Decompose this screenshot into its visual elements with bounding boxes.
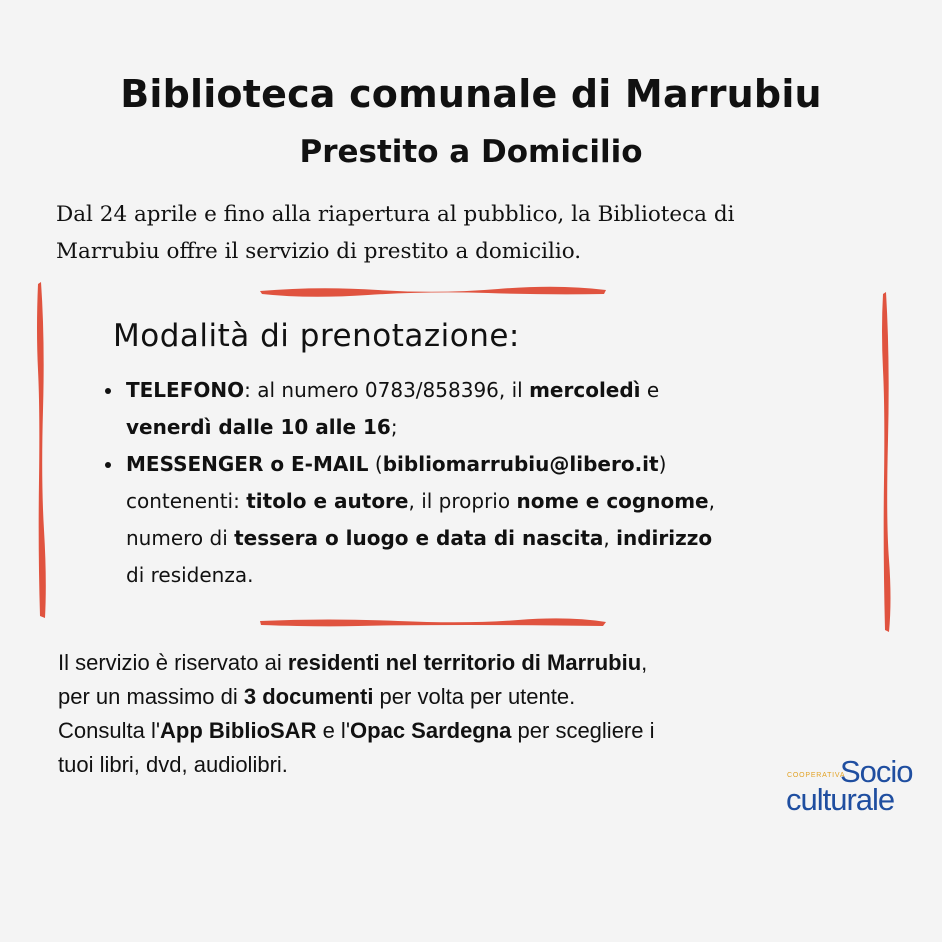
intro-paragraph bbox=[56, 196, 896, 270]
footer-line-4: tuoi libri, dvd, audiolibri. bbox=[58, 752, 288, 777]
page-subtitle: Prestito a Domicilio bbox=[299, 134, 643, 170]
page-title: Biblioteca comunale di Marrubiu bbox=[120, 72, 822, 116]
bottom-brush-stroke bbox=[258, 615, 608, 629]
email-address: bibliomarrubiu@libero.it bbox=[382, 452, 659, 476]
logo-socio-text: Socio bbox=[840, 754, 913, 789]
booking-heading: Modalità di prenotazione: bbox=[113, 318, 520, 354]
footer-paragraph bbox=[58, 646, 838, 782]
list-item-phone: • TELEFONO: al numero 0783/858396, il mercoledì e venerdì dalle 10 alle 16; bbox=[124, 372, 880, 446]
logo-culturale-text: culturale bbox=[786, 782, 895, 817]
cooperativa-socioculturale-logo bbox=[784, 756, 930, 820]
right-brush-stroke bbox=[880, 290, 894, 634]
left-brush-stroke bbox=[36, 280, 50, 620]
booking-methods-list bbox=[100, 372, 880, 594]
list-item-messenger: • MESSENGER o E-MAIL (bibliomarrubiu@libero.it) contenenti: titolo e autore, il proprio nome e cognome, numero di tessera o luogo e data di nascita, indirizzo di residenza. bbox=[124, 446, 880, 594]
footer-line-2: per un massimo di 3 documenti per volta per utente. bbox=[58, 684, 576, 709]
footer-line-1: Il servizio è riservato ai residenti nel territorio di Marrubiu, bbox=[58, 650, 648, 675]
footer-line-3: Consulta l'App BiblioSAR e l'Opac Sardegna per scegliere i bbox=[58, 718, 655, 743]
phone-label: TELEFONO bbox=[126, 378, 245, 402]
logo-cooperativa-text: COOPERATIVA bbox=[787, 772, 846, 779]
messenger-label: MESSENGER o E-MAIL bbox=[126, 452, 369, 476]
intro-line-1: Dal 24 aprile e fino alla riapertura al pubblico, la Biblioteca di bbox=[56, 202, 735, 227]
intro-line-2: Marrubiu offre il servizio di prestito a domicilio. bbox=[56, 239, 582, 264]
top-brush-stroke bbox=[258, 284, 608, 298]
